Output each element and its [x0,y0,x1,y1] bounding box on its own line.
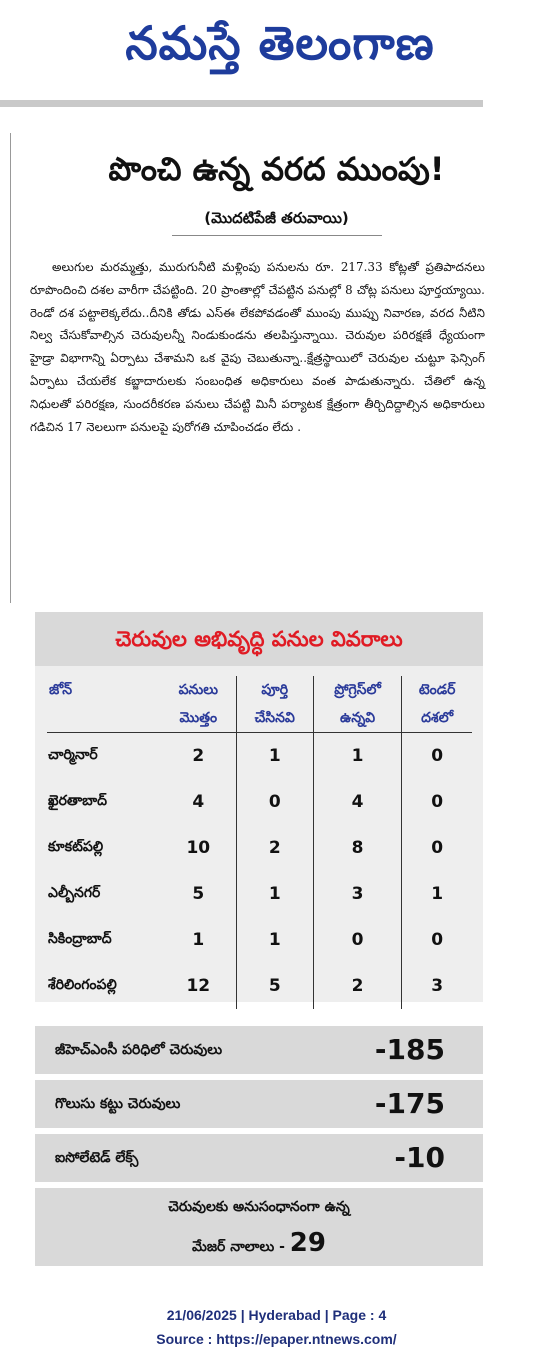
completed-cell: 1 [236,917,313,963]
header-completed-2: చేసినవి [236,704,313,733]
drains-label: మేజర్ నాలాలు - [192,1239,285,1255]
completed-cell: 0 [236,779,313,825]
header-in-progress-2: ఉన్నవి [313,704,401,733]
header-in-progress: ప్రోగ్రెస్‌లో [313,676,401,704]
page-footer [0,1303,553,1351]
total-cell: 10 [186,838,211,858]
footer-source: Source : https://epaper.ntnews.com/ [156,1331,397,1347]
total-cell: 1 [192,930,205,950]
header-tender: టెండర్ [402,676,472,704]
continuation-text: (మొదటిపేజీ తరువాయి) [204,209,349,227]
total-cell: 5 [192,884,205,904]
zone-name: ఎల్బీనగర్ [48,884,101,901]
tender-cell: 0 [402,917,472,963]
works-table-title: చెరువుల అభివృద్ధి పనుల వివరాలు [35,612,483,666]
table-header-row-2 [47,704,472,733]
lake-stats [35,1026,483,1266]
header-tender-2: దశలో [402,704,472,733]
stat-label: జీహెచ్ఎంసీ పరిధిలో చెరువులు [55,1042,223,1058]
total-cell: 2 [161,733,236,780]
stat-value: -10 [394,1141,445,1174]
works-details-panel [35,612,483,1002]
in-progress-cell: 3 [313,871,401,917]
drains-line-2 [35,1224,483,1266]
header-zone: జోన్ [49,682,73,698]
stat-ghmc-lakes [35,1026,483,1074]
subhead-underline [172,235,382,236]
masthead-divider [0,100,483,107]
zone-name: శేరిలింగంపల్లి [48,976,117,993]
stat-value: -185 [374,1033,445,1066]
stat-isolated-lakes [35,1134,483,1182]
header-total-2: మొత్తం [179,710,218,726]
drains-line-1: చెరువులకు అనుసంధానంగా ఉన్న [168,1199,350,1215]
completed-cell: 1 [236,733,313,780]
tender-cell: 1 [402,871,472,917]
header-total: పనులు [178,682,218,698]
stat-label: గొలుసు కట్టు చెరువులు [55,1096,181,1112]
tender-cell: 3 [402,963,472,1009]
zone-name: కూకట్‌పల్లి [48,838,104,855]
header-zone-2 [47,704,161,733]
completed-cell: 5 [236,963,313,1009]
stat-chain-lakes [35,1080,483,1128]
zone-name: ఖైరతాబాద్ [48,792,108,809]
table-row [47,963,472,1009]
zone-name: చార్మినార్ [47,733,161,780]
column-divider [10,133,11,603]
header-completed: పూర్తి [236,676,313,704]
table-row [47,825,472,871]
table-row [47,779,472,825]
major-drains-box [35,1188,483,1266]
article-body: అలుగుల మరమ్మత్తు, మురుగునీటి మళ్లింపు పనులను రూ. 217.33 కోట్లతో ప్రతిపాదనలు రూపొందించి దశల వారీగా చేపట్టింది. 20 ప్రాంతాల్లో చేపట్టిన పనుల్లో 8 చోట్ల పనులు పూర్తయ్యాయి. రెండో దశ పట్టాలెక్కలేదు..దీనికి తోడు ఎస్ఈ లేకపోవడంతో ముంపు ముప్పు నివారణ, వరద నీటిని నిల్వ చేసుకోవాల్సిన చెరువులన్నీ నిండుకుండను తలపిస్తున్నాయి. చెరువుల పరిరక్షణే ధ్యేయంగా హైడ్రా విభాగాన్ని ఏర్పాటు చేశామని ఒక వైపు చెబుతున్నా..క్షేత్రస్థాయిలో చెరువుల చుట్టూ ఫెన్సింగ్ ఏర్పాటు చేయలేక కబ్జాదారులకు సంబంధిత అధికారులు వంత పాడుతున్నారు. చేతిలో ఉన్న నిధులతో పరిరక్షణ, సుందరీకరణ పనులు చేపట్టి మినీ పర్యాటక క్షేత్రంగా తీర్చిదిద్దాల్సిన అధికారులు గడిచిన 17 నెలలుగా పనులపై పురోగతి చూపించడం లేదు . [30,260,485,434]
completed-cell: 2 [236,825,313,871]
drains-value: 29 [289,1228,326,1258]
masthead [0,0,553,108]
footer-dateline: 21/06/2025 | Hyderabad | Page : 4 [166,1307,387,1323]
table-row [47,871,472,917]
stat-value: -175 [374,1087,445,1120]
tender-cell: 0 [402,825,472,871]
continuation-note [20,205,533,236]
article-headline: పొంచి ఉన్న వరద ముంపు! [108,150,445,188]
in-progress-cell: 2 [313,963,401,1009]
total-cell: 4 [192,792,205,812]
total-cell: 12 [186,976,211,996]
table-row [47,733,472,780]
table-header-row-1 [47,676,472,704]
in-progress-cell: 1 [313,733,401,780]
completed-cell: 1 [236,871,313,917]
in-progress-cell: 8 [313,825,401,871]
newspaper-logo: నమస్తే తెలంగాణ [125,16,435,70]
works-table [47,676,472,1009]
tender-cell: 0 [402,733,472,780]
stat-label: ఐసోలేటెడ్ లేక్స్ [55,1150,139,1166]
table-row [47,917,472,963]
in-progress-cell: 0 [313,917,401,963]
in-progress-cell: 4 [313,779,401,825]
tender-cell: 0 [402,779,472,825]
zone-name: సికింద్రాబాద్ [48,930,112,947]
